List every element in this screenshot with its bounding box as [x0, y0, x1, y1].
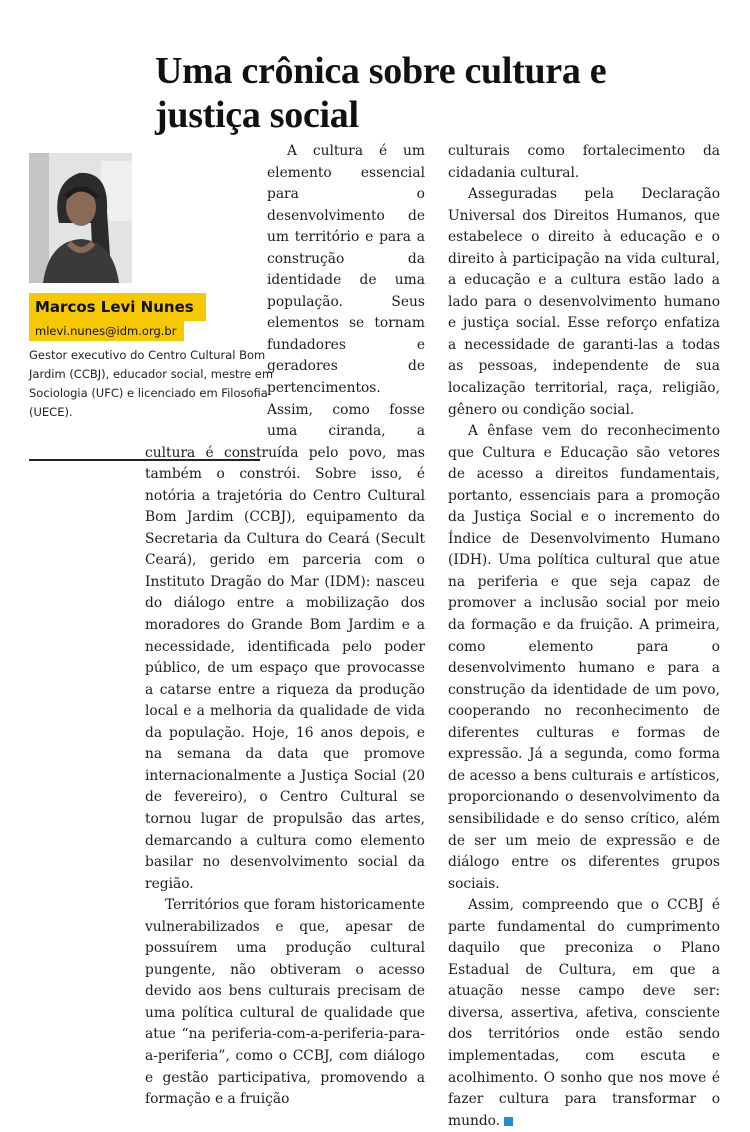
author-name: Marcos Levi Nunes [29, 293, 206, 321]
article-last-text: Assim, compreendo que o CCBJ é parte fundamental do cumprimento daquilo que preconiza o Plano Estadual de Cultura, em que a atuação nesse campo deve ser: diversa, assertiva, afetiva, consciente dos territórios onde estão sendo implementadas, com escuta e acolhimento. O sonho que nos move é fazer cultura para transformar o mundo. [448, 897, 720, 1129]
article-paragraph: A cultura é um elemento essencial para o desenvolvimento de um território e para a construção da identidade de uma população. Seus elementos se tornam fundadores e geradores de pertencimentos. Assim, como fosse uma ciranda, a cultura é construída pelo povo, mas também o constrói. Sobre isso, é notória a trajetória do Centro Cultural Bom Jardim (CCBJ), equipamento da Secretaria da Cultura do Ceará (Secult Ceará), gerido em parceria com o Instituto Dragão do Mar (IDM): nasceu do diálogo entre a mobilização dos moradores do Grande Bom Jardim e a necessidade, identificada pelo poder público, de um espaço que provocasse a catarse entre a riqueza da produção local e a melhoria da qualidade de vida da população. Hoje, 16 anos depois, e na semana da data que promove internacionalmente a Justiça Social (20 de fevereiro), o Centro Cultural se tornou lugar de propulsão das artes, demarcando a cultura como elemento basilar no desenvolvimento social da região. [145, 143, 425, 892]
article-paragraph: Asseguradas pela Declaração Universal dos Direitos Humanos, que estabelece o direito à educação e o direito à participação na vida cultural, a educação e a cultura estão lado a lado para o desenvolvimento humano e justiça social. Esse reforço enfatiza a necessidade de garanti-las a todas as pessoas, independente de sua localização territorial, raça, religião, gênero ou condição social. [448, 186, 720, 418]
end-square-icon [504, 1117, 513, 1126]
article-paragraph-last [448, 895, 720, 1132]
author-float-space [145, 141, 267, 441]
article-column-2 [448, 141, 720, 1132]
author-bio: Gestor executivo do Centro Cultural Bom Jardim (CCBJ), educador social, mestre em Sociologia (UFC) e licenciado em Filosofia (UECE). [29, 348, 274, 419]
article-paragraph: A ênfase vem do reconhecimento que Cultura e Educação são vetores de acesso a direitos fundamentais, portanto, essenciais para a promoção da Justiça Social e o incremento do Índice de Desenvolvimento Humano (IDH). Uma política cultural que atue na periferia e que seja capaz de promover a inclusão social por meio da formação e da fruição. A primeira, como elemento para o desenvolvimento humano e para a construção da identidade de um povo, cooperando no reconhecimento de diferentes culturas e formas de expressão. Já a segunda, como forma de acesso a bens culturais e artísticos, proporcionando o desenvolvimento da sensibilidade e do senso crítico, além de ser um meio de expressão e de diálogo entre os diferentes grupos sociais. [448, 423, 720, 892]
author-photo [29, 153, 132, 283]
author-email[interactable]: mlevi.nunes@idm.org.br [29, 321, 184, 341]
author-photo-icon [29, 153, 132, 283]
headline: Uma crônica sobre cultura e justiça social [155, 50, 607, 137]
article-paragraph: culturais como fortalecimento da cidadania cultural. [448, 143, 720, 181]
article-column-1 [145, 141, 425, 1111]
article-paragraph: Territórios que foram historicamente vulnerabilizados e que, apesar de possuírem uma produção cultural pungente, não obtiveram o acesso devido aos bens culturais precisam de uma política cultural de qualidade que atue “na periferia-com-a-periferia-para-a-periferia”, como o CCBJ, com diálogo e gestão participativa, promovendo a formação e a fruição [145, 897, 425, 1108]
